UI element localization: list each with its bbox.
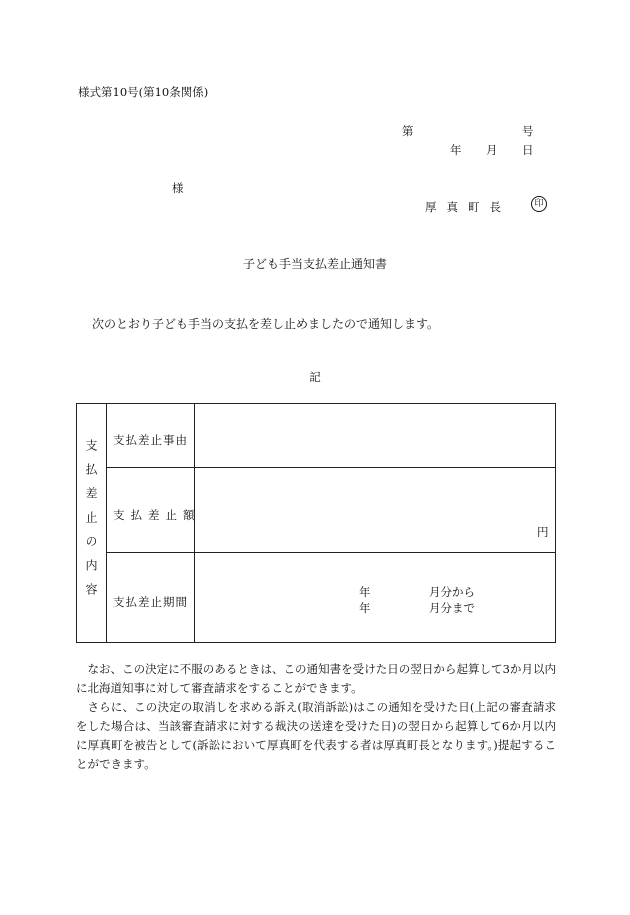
amount-label: 支払差止額	[113, 508, 201, 522]
appeal-note: なお、この決定に不服のあるときは、この通知書を受けた日の翌日から起算して3か月以内に北海道知事に対して審査請求をすることができます。	[76, 662, 556, 695]
period-from-year: 年	[359, 585, 371, 599]
table-divider	[194, 404, 195, 642]
notes-section	[76, 660, 556, 774]
issuer-name: 厚真町長	[425, 200, 511, 214]
period-from-month: 月分から	[429, 585, 475, 599]
ki-heading: 記	[309, 370, 321, 384]
table-divider	[106, 404, 107, 642]
group-label-cell	[77, 404, 106, 642]
document-number-prefix: 第	[402, 124, 414, 138]
document-number-suffix: 号	[522, 124, 534, 138]
period-to-month: 月分まで	[429, 601, 475, 615]
group-label: 支払差止の内容	[84, 439, 98, 607]
period-to-year: 年	[359, 601, 371, 615]
yen-unit: 円	[537, 525, 549, 539]
document-title: 子ども手当支払差止通知書	[242, 257, 387, 271]
addressee-honorific: 様	[172, 181, 184, 195]
date-day-label: 日	[522, 143, 534, 157]
reason-label: 支払差止事由	[113, 433, 188, 447]
period-label: 支払差止期間	[113, 595, 188, 609]
table-row-divider	[106, 552, 555, 553]
lawsuit-note: さらに、この決定の取消しを求める訴え(取消訴訟)はこの通知を受けた日(上記の審査請求をした場合は、当該審査請求に対する裁決の送達を受けた日)の翌日から起算して6か月以内に厚真町を被告として(訴訟において厚真町を代表する者は厚真町長となります。)提起することができます。	[76, 700, 556, 771]
date-year-label: 年	[450, 143, 462, 157]
seal-mark: 印	[531, 196, 547, 212]
table-row-divider	[106, 467, 555, 468]
date-month-label: 月	[486, 143, 498, 157]
form-number-label: 様式第10号(第10条関係)	[78, 85, 209, 99]
lead-sentence: 次のとおり子ども手当の支払を差し止めましたので通知します。	[92, 317, 440, 331]
suspension-details-table	[76, 403, 556, 643]
